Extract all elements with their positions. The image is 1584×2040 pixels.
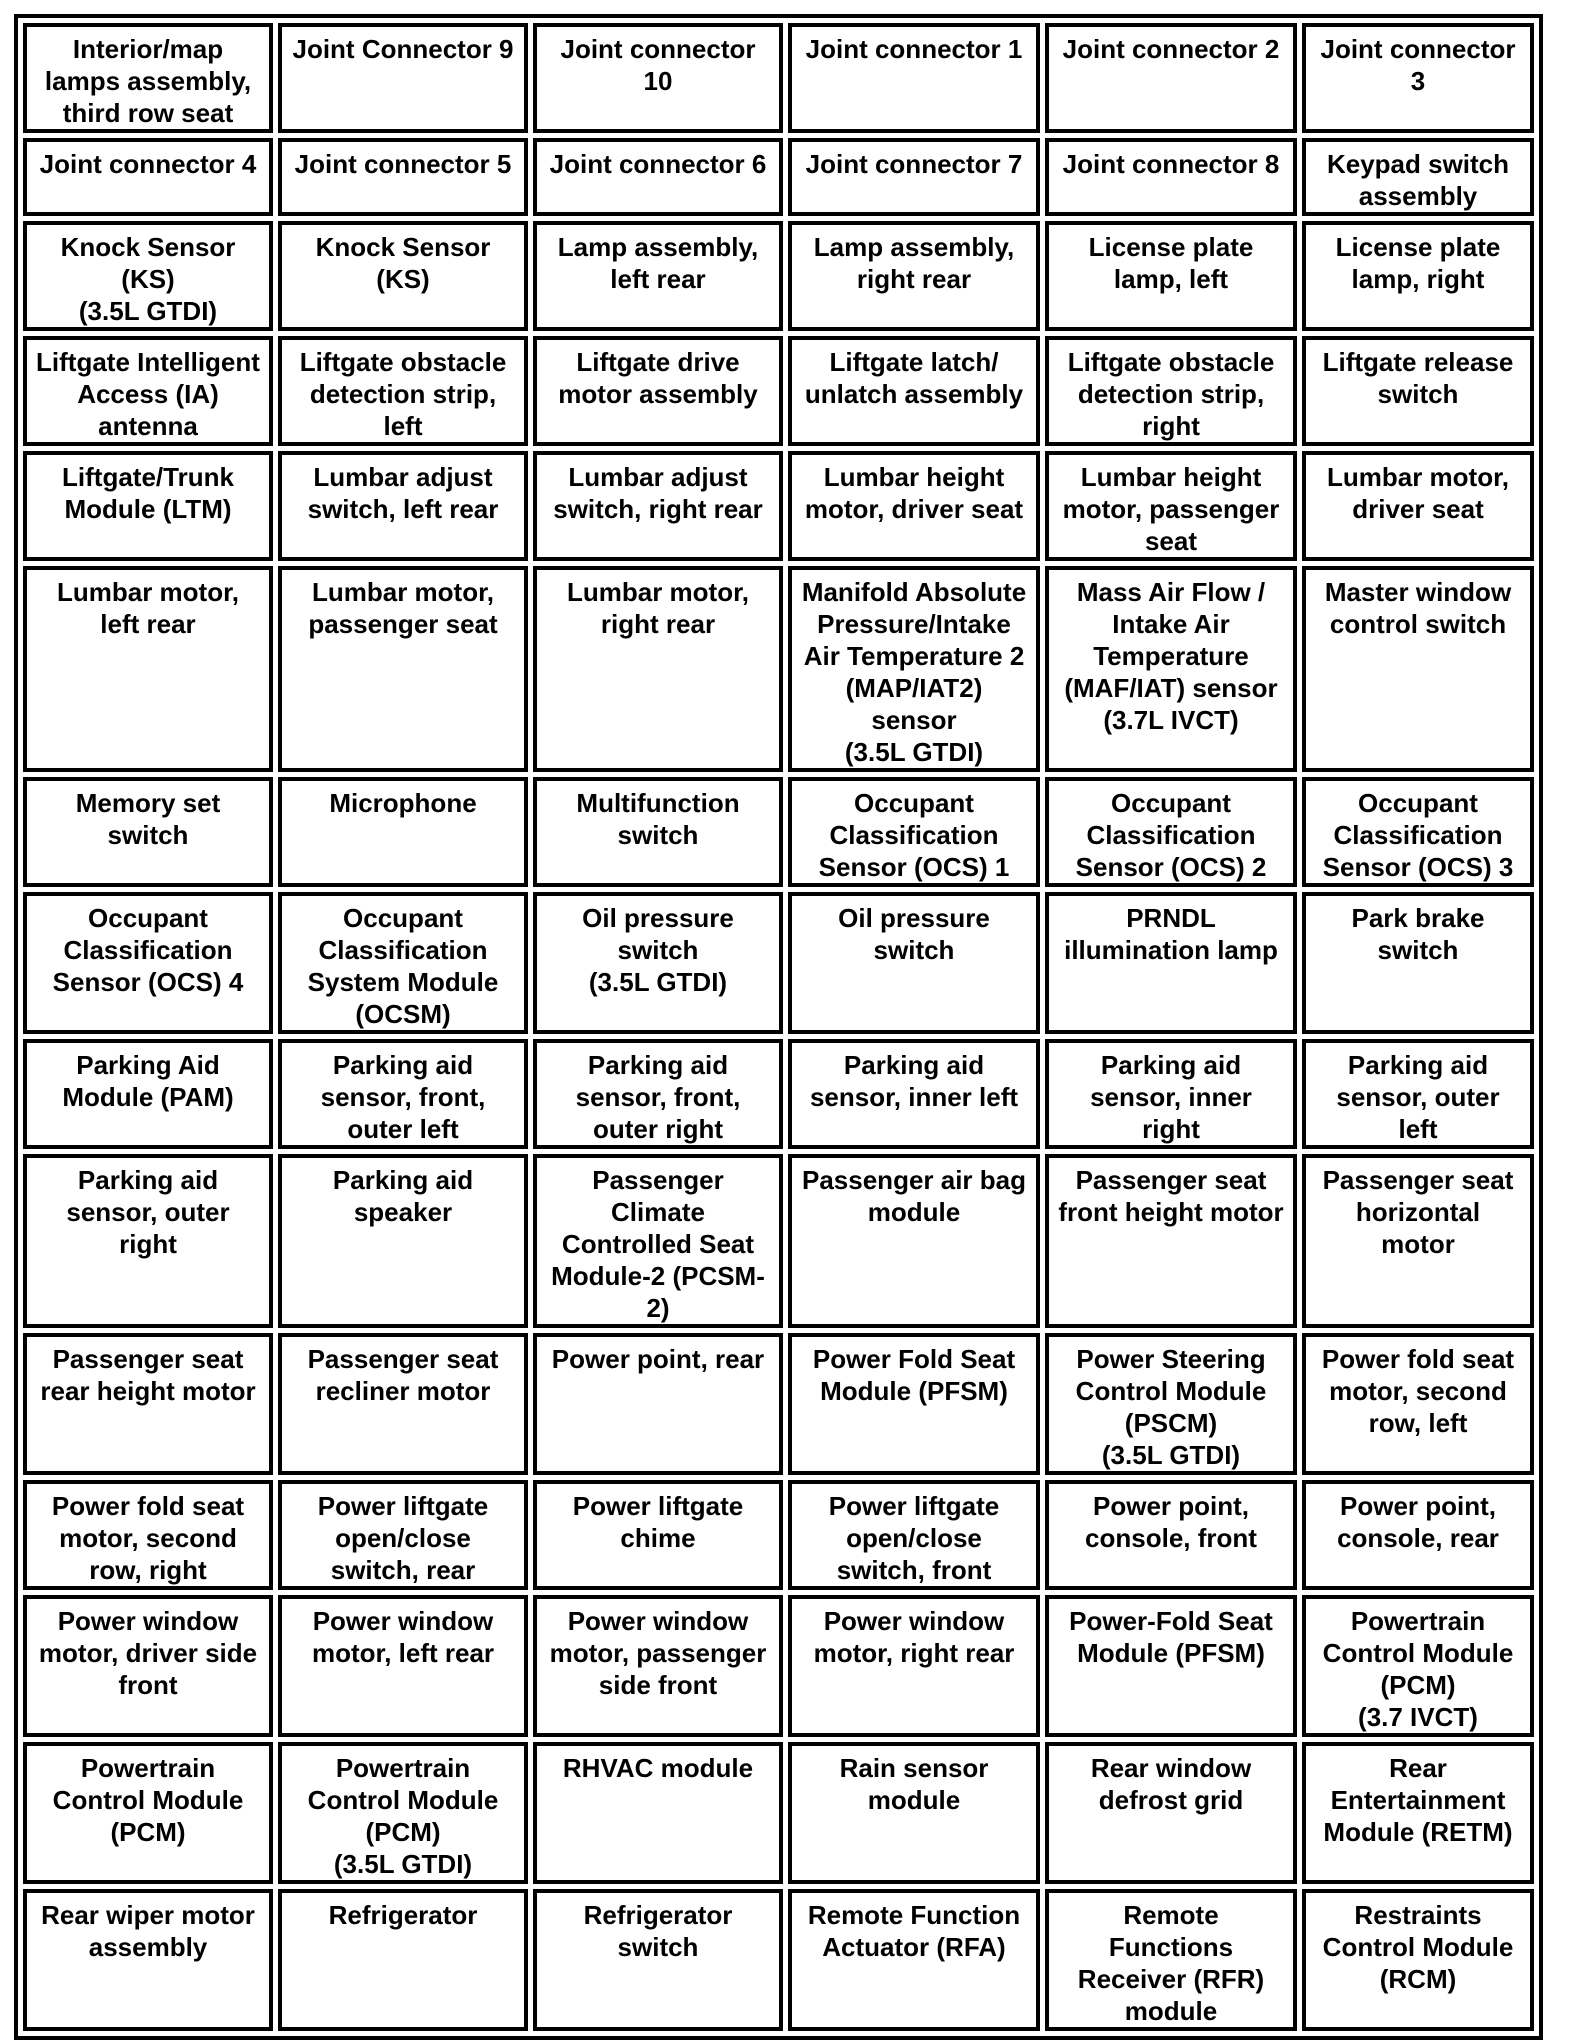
table-row [23,336,1534,446]
table-cell: Parking aid sensor, inner left [788,1039,1040,1149]
table-cell: Interior/map lamps assembly, third row seat [23,23,273,133]
table-cell: Passenger seat front height motor [1045,1154,1297,1328]
table-cell: Lumbar motor, passenger seat [278,566,528,772]
table-cell: Liftgate obstacle detection strip, right [1045,336,1297,446]
table-cell: Power Steering Control Module (PSCM) (3.5L GTDI) [1045,1333,1297,1475]
table-cell: Lumbar motor, driver seat [1302,451,1534,561]
table-cell: Parking aid sensor, front, outer left [278,1039,528,1149]
table-cell: Memory set switch [23,777,273,887]
table-cell: Power fold seat motor, second row, left [1302,1333,1534,1475]
table-cell: Powertrain Control Module (PCM) (3.7 IVCT) [1302,1595,1534,1737]
table-row [23,23,1534,133]
table-cell: Passenger Climate Controlled Seat Module-2 (PCSM- 2) [533,1154,783,1328]
table-cell: Passenger air bag module [788,1154,1040,1328]
table-row [23,1480,1534,1590]
table-cell: Joint connector 3 [1302,23,1534,133]
table-cell: Multifunction switch [533,777,783,887]
table-cell: Parking aid sensor, outer right [23,1154,273,1328]
table-cell: Rear Entertainment Module (RETM) [1302,1742,1534,1884]
table-cell: Parking aid speaker [278,1154,528,1328]
table-row [23,1742,1534,1884]
table-cell: Occupant Classification Sensor (OCS) 2 [1045,777,1297,887]
table-cell: Occupant Classification Sensor (OCS) 3 [1302,777,1534,887]
table-cell: Lumbar adjust switch, left rear [278,451,528,561]
table-cell: Passenger seat recliner motor [278,1333,528,1475]
table-cell: Powertrain Control Module (PCM) (3.5L GTDI) [278,1742,528,1884]
table-cell: Refrigerator [278,1889,528,2031]
table-cell: Mass Air Flow / Intake Air Temperature (MAF/IAT) sensor (3.7L IVCT) [1045,566,1297,772]
table-cell: Liftgate latch/ unlatch assembly [788,336,1040,446]
table-cell: Remote Functions Receiver (RFR) module [1045,1889,1297,2031]
table-cell: Rear wiper motor assembly [23,1889,273,2031]
table-cell: Parking aid sensor, front, outer right [533,1039,783,1149]
table-cell: Lumbar adjust switch, right rear [533,451,783,561]
table-cell: Parking aid sensor, outer left [1302,1039,1534,1149]
table-cell: Power-Fold Seat Module (PFSM) [1045,1595,1297,1737]
table-cell: Power window motor, right rear [788,1595,1040,1737]
table-cell: Rain sensor module [788,1742,1040,1884]
table-cell: Oil pressure switch (3.5L GTDI) [533,892,783,1034]
table-cell: Lumbar motor, left rear [23,566,273,772]
table-cell: Power window motor, passenger side front [533,1595,783,1737]
table-row [23,566,1534,772]
table-cell: Restraints Control Module (RCM) [1302,1889,1534,2031]
table-cell: Microphone [278,777,528,887]
table-cell: Liftgate/Trunk Module (LTM) [23,451,273,561]
table-cell: Occupant Classification Sensor (OCS) 4 [23,892,273,1034]
table-cell: Oil pressure switch [788,892,1040,1034]
table-cell: Powertrain Control Module (PCM) [23,1742,273,1884]
table-cell: Lumbar motor, right rear [533,566,783,772]
table-cell: Parking Aid Module (PAM) [23,1039,273,1149]
table-cell: Liftgate Intelligent Access (IA) antenna [23,336,273,446]
table-cell: Passenger seat rear height motor [23,1333,273,1475]
table-cell: Joint connector 4 [23,138,273,216]
component-location-table [14,14,1543,2040]
table-row [23,1333,1534,1475]
table-cell: Power point, console, rear [1302,1480,1534,1590]
table-cell: Keypad switch assembly [1302,138,1534,216]
table-cell: Lamp assembly, right rear [788,221,1040,331]
table-cell: Joint connector 8 [1045,138,1297,216]
table-cell: Lumbar height motor, passenger seat [1045,451,1297,561]
table-cell: Liftgate drive motor assembly [533,336,783,446]
table-cell: Power fold seat motor, second row, right [23,1480,273,1590]
table-cell: Park brake switch [1302,892,1534,1034]
table-cell: Remote Function Actuator (RFA) [788,1889,1040,2031]
table-cell: Master window control switch [1302,566,1534,772]
table-cell: Occupant Classification Sensor (OCS) 1 [788,777,1040,887]
table-cell: Power window motor, driver side front [23,1595,273,1737]
table-row [23,1039,1534,1149]
table-cell: Joint connector 7 [788,138,1040,216]
table-cell: Parking aid sensor, inner right [1045,1039,1297,1149]
table-cell: Occupant Classification System Module (OCSM) [278,892,528,1034]
table-row [23,1889,1534,2031]
table-cell: RHVAC module [533,1742,783,1884]
table-cell: Power liftgate chime [533,1480,783,1590]
table-cell: Refrigerator switch [533,1889,783,2031]
table-cell: License plate lamp, right [1302,221,1534,331]
table-row [23,138,1534,216]
table-cell: Joint connector 2 [1045,23,1297,133]
table-cell: Joint connector 1 [788,23,1040,133]
table-cell: Lumbar height motor, driver seat [788,451,1040,561]
table-cell: Joint Connector 9 [278,23,528,133]
table-row [23,892,1534,1034]
table-row [23,777,1534,887]
table-cell: Joint connector 10 [533,23,783,133]
table-cell: Liftgate release switch [1302,336,1534,446]
table-cell: Power window motor, left rear [278,1595,528,1737]
table-cell: License plate lamp, left [1045,221,1297,331]
table-cell: Joint connector 6 [533,138,783,216]
table-cell: Knock Sensor (KS) (3.5L GTDI) [23,221,273,331]
table-cell: Power point, console, front [1045,1480,1297,1590]
table-cell: Liftgate obstacle detection strip, left [278,336,528,446]
table-row [23,1154,1534,1328]
table-cell: Power point, rear [533,1333,783,1475]
table-cell: Power liftgate open/close switch, rear [278,1480,528,1590]
table-cell: Manifold Absolute Pressure/Intake Air Temperature 2 (MAP/IAT2) sensor (3.5L GTDI) [788,566,1040,772]
table-cell: Lamp assembly, left rear [533,221,783,331]
table-cell: Knock Sensor (KS) [278,221,528,331]
table-row [23,451,1534,561]
table-cell: Rear window defrost grid [1045,1742,1297,1884]
table-cell: PRNDL illumination lamp [1045,892,1297,1034]
table-cell: Power Fold Seat Module (PFSM) [788,1333,1040,1475]
table-cell: Power liftgate open/close switch, front [788,1480,1040,1590]
table-row [23,221,1534,331]
table-cell: Joint connector 5 [278,138,528,216]
table-row [23,1595,1534,1737]
table-cell: Passenger seat horizontal motor [1302,1154,1534,1328]
